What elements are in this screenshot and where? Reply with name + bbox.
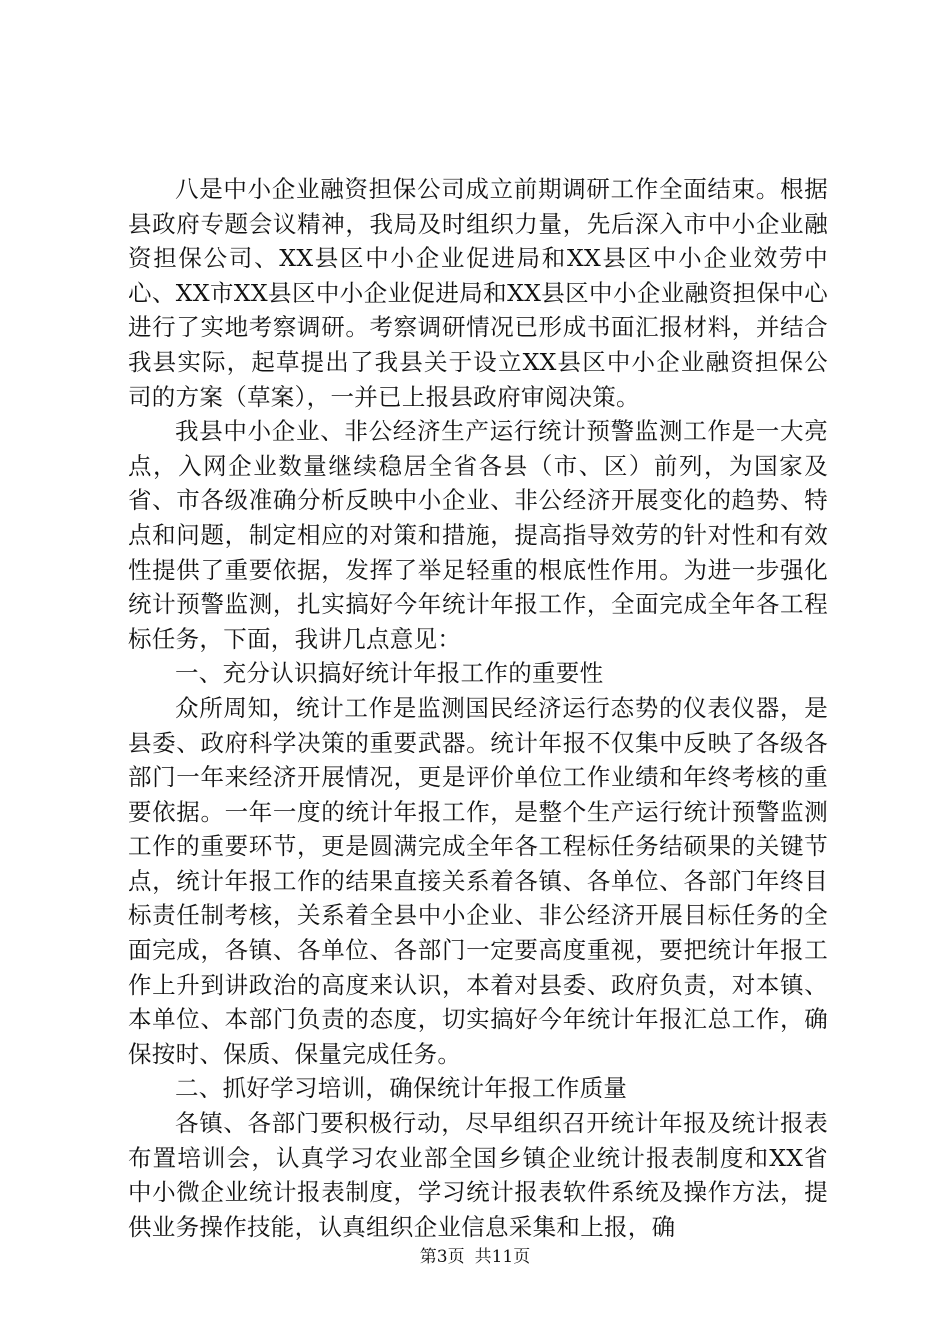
page-number: 第3页 [419,1247,465,1267]
page-total: 共11页 [474,1247,531,1267]
document-body [128,172,828,1244]
page-footer [0,1246,950,1268]
section-heading-training: 二、抓好学习培训，确保统计年报工作质量 [175,1074,628,1103]
paragraph-monitoring-highlight: 我县中小企业、非公经济生产运行统计预警监测工作是一大亮点，入网企业数量继续稳居全省各县（市、区）前列，为国家及省、市各级准确分析反映中小企业、非公经济开展变化的趋势、特点和问题，制定相应的对策和措施，提高指导效劳的针对性和有效性提供了重要依据，发挥了举足轻重的根底性作用。为进一步强化统计预警监测，扎实搞好今年统计年报工作，全面完成全年各工程标任务，下面，我讲几点意见： [128,417,828,653]
section-heading-importance: 一、充分认识搞好统计年报工作的重要性 [175,659,604,688]
paragraph-training: 各镇、各部门要积极行动，尽早组织召开统计年报及统计报表布置培训会，认真学习农业部全国乡镇企业统计报表制度和XX省中小微企业统计报表制度，学习统计报表软件系统及操作方法，提供业务操作技能，认真组织企业信息采集和上报，确 [128,1109,828,1241]
paragraph-importance: 众所周知，统计工作是监测国民经济运行态势的仪表仪器，是县委、政府科学决策的重要武器。统计年报不仅集中反映了各级各部门一年来经济开展情况，更是评价单位工作业绩和年终考核的重要依据。一年一度的统计年报工作，是整个生产运行统计预警监测工作的重要环节，更是圆满完成全年各工程标任务结硕果的关键节点，统计年报工作的结果直接关系着各镇、各单位、各部门年终目标责任制考核，关系着全县中小企业、非公经济开展目标任务的全面完成，各镇、各单位、各部门一定要高度重视，要把统计年报工作上升到讲政治的高度来认识，本着对县委、政府负责，对本镇、本单位、本部门负责的态度，切实搞好今年统计年报汇总工作，确保按时、保质、保量完成任务。 [128,693,828,1068]
paragraph-financing-guarantee: 八是中小企业融资担保公司成立前期调研工作全面结束。根据县政府专题会议精神，我局及时组织力量，先后深入市中小企业融资担保公司、XX县区中小企业促进局和XX县区中小企业效劳中心、XX市XX县区中小企业促进局和XX县区中小企业融资担保中心进行了实地考察调研。考察调研情况已形成书面汇报材料，并结合我县实际，起草提出了我县关于设立XX县区中小企业融资担保公司的方案（草案），一并已上报县政府审阅决策。 [128,175,828,411]
